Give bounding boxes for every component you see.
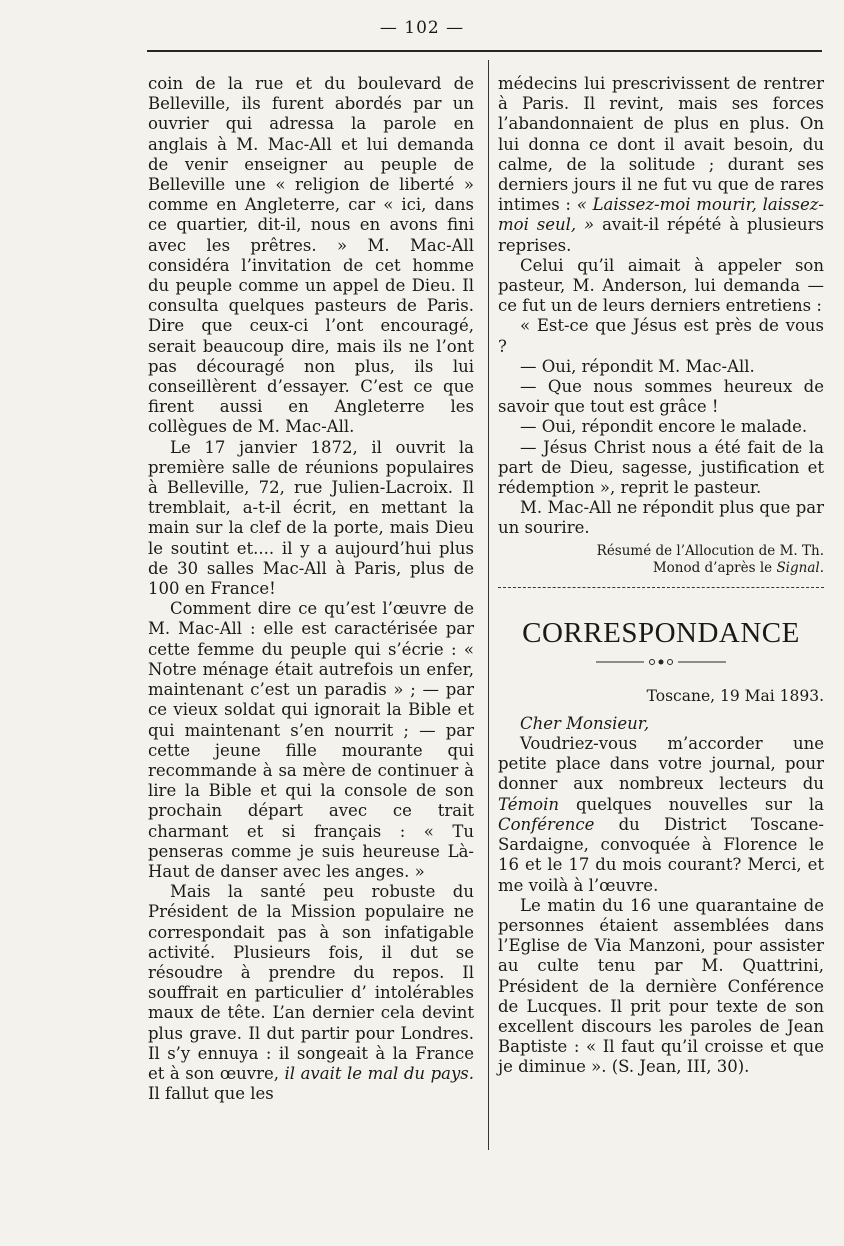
ornament-divider — [596, 656, 726, 670]
dialogue-line: M. Mac-All ne répondit plus que par un sourire. — [498, 498, 824, 538]
letter-p1-text: Voudriez-vous m’accorder une petite place dans votre journal, pour donner aux nombreux lecteurs du — [498, 734, 824, 794]
paragraph-left-3: Comment dire ce qu’est l’œuvre de M. Mac-All : elle est caractérisée par cette femme du peuple qui s’écrie : « Notre ménage était autrefois un enfer, maintenant c’est un paradis » ; — par ce vieux soldat qui ignorait la Bible et qui maintenant s’en nourrit ; — par cette jeune fille mourante qui recommande à sa mère de continuer à lire la Bible et qui la console de son prochain départ avec ce trait charmant et si français : « Tu penseras comme je suis heureuse Là-Haut de danser avec les anges. » — [148, 599, 474, 881]
letter-dateline: Toscane, 19 Mai 1893. — [646, 686, 824, 705]
ornament-icon — [596, 657, 726, 667]
paragraph-left-4 — [148, 882, 474, 1104]
dialogue-line: — Jésus Christ nous a été fait de la part de Dieu, sagesse, justification et rédemption », reprit le pasteur. — [498, 437, 824, 498]
dialogue-line: « Est-ce que Jésus est près de vous ? — [498, 316, 824, 356]
source-credit — [498, 543, 824, 577]
column-divider — [488, 60, 489, 1150]
section-title: CORRESPONDANCE — [522, 616, 800, 649]
credit-source-signal: Signal. — [776, 559, 824, 576]
letter-p1-end: du District Toscane-Sardaigne, convoquée à Florence le 16 et le 17 du mois courant? Merci, et me voilà à l’œuvre. — [498, 814, 824, 895]
page-number: — 102 — — [379, 18, 465, 38]
italic-quote-laissez-moi: « Laissez-moi mourir, laissez-moi seul, » — [498, 195, 825, 235]
header-rule — [147, 50, 822, 52]
letter-paragraph-1 — [498, 734, 824, 896]
credit-line-1: Résumé de l’Allocution de M. Th. — [596, 542, 824, 559]
letter-paragraph-2: Le matin du 16 une quarantaine de personnes étaient assemblées dans l’Eglise de Via Manzoni, pour assister au culte tenu par M. Quattrini, Président de la dernière Conférence de Lucques. Il prit pour texte de son excellent discours les paroles de Jean Baptiste : « Il faut qu’il croisse et que je diminue ». (S. Jean, III, 30). — [498, 895, 824, 1077]
paragraph-left-4-text: Mais la santé peu robuste du Président de la Mission populaire ne correspondait pas à son infatigable activité. Plusieurs fois, il dut se résoudre à prendre du repos. Il souffrait en particulier d’ intolérables maux de tête. L’an dernier cela devint plus grave. Il dut partir pour Londres. Il s’y ennuya : il songeait à la France et à son œuvre, — [148, 882, 474, 1083]
dialogue-line: Celui qu’il aimait à appeler son pasteur, M. Anderson, lui demanda — ce fut un de leurs derniers entretiens : — [498, 255, 824, 316]
dialogue-line: — Que nous sommes heureux de savoir que tout est grâce ! — [498, 377, 824, 417]
italic-phrase-mal-du-pays: il avait le mal du pays. — [284, 1063, 475, 1083]
letter-salutation: Cher Monsieur, — [520, 713, 650, 733]
credit-line-2 — [498, 560, 824, 577]
paragraph-left-4-end: Il fallut que les — [148, 1084, 274, 1104]
italic-conference: Conférence — [498, 814, 595, 834]
dialogue-line: — Oui, répondit M. Mac-All. — [520, 356, 755, 376]
paragraph-left-1: coin de la rue et du boulevard de Belleville, ils furent abordés par un ouvrier qui adressa la parole en anglais à M. Mac-All et lui demanda de venir enseigner au peuple de Belleville une « religion de liberté » comme en Angleterre, car « ici, dans ce quartier, dit-il, nous en avons fini avec les prêtres. » M. Mac-All considéra l’invitation de cet homme du peuple comme un appel de Dieu. Il consulta quelques pasteurs de Paris. Dire que ceux-ci l’ont encouragé, serait beaucoup dire, mais ils ne l’ont pas découragé non plus, ils lui conseillèrent d’essayer. C’est ce que firent aussi en Angleterre les collègues de M. Mac-All. — [148, 74, 474, 437]
paragraph-right-1 — [498, 74, 824, 256]
left-column — [148, 74, 474, 1104]
right-column — [498, 74, 824, 1078]
italic-temoin: Témoin — [498, 794, 559, 814]
credit-line-2-text: Monod d’après le — [652, 559, 773, 576]
paragraph-right-1-end: avait-il répété à plusieurs reprises. — [498, 215, 825, 255]
paragraph-right-1-text: médecins lui prescrivissent de rentrer à Paris. Il revint, mais ses forces l’abandonnaient de plus en plus. On lui donna ce dont il avait besoin, du calme, de la solitude ; durant ses derniers jours il ne fut vu que de rares intimes : — [498, 74, 824, 215]
section-separator — [498, 587, 824, 588]
paragraph-left-2: Le 17 janvier 1872, il ouvrit la première salle de réunions populaires à Belleville, 72, rue Julien-Lacroix. Il tremblait, a-t-il écrit, en mettant la main sur la clef de la porte, mais Dieu le soutint et.... il y a aujourd’hui plus de 30 salles Mac-All à Paris, plus de 100 en France! — [148, 437, 474, 599]
letter-p1-mid: quelques nouvelles sur la — [576, 794, 825, 814]
dialogue-line: — Oui, répondit encore le malade. — [520, 417, 808, 437]
